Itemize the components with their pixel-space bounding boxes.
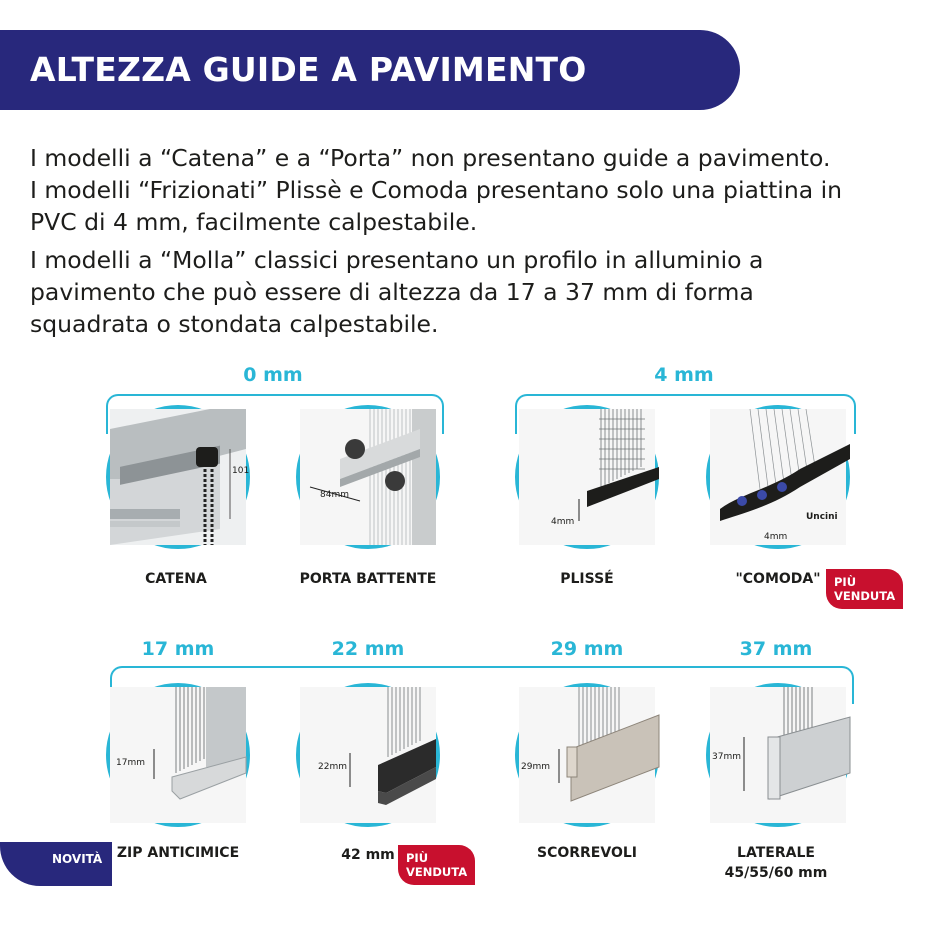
scorrevoli-image <box>515 683 659 827</box>
label-42mm: 42 mm <box>341 847 395 863</box>
new-badge <box>0 842 112 886</box>
profilo-42-annotation: 22mm <box>318 762 347 772</box>
intro-line-4: I modelli a “Molla” classici presentano un profilo in alluminio a <box>30 246 764 274</box>
scorrevoli-annotation: 29mm <box>521 762 550 772</box>
group-label-4mm: 4 mm <box>654 364 714 386</box>
group-label-0mm: 0 mm <box>243 364 303 386</box>
laterale-annotation: 37mm <box>712 752 741 762</box>
profilo-42mm-image <box>296 683 440 827</box>
badge-line-2: VENDUTA <box>406 865 468 879</box>
porta-battente-image <box>296 405 440 549</box>
label-laterale: LATERALE <box>737 845 815 861</box>
badge-line-1: PIÙ <box>834 575 857 589</box>
comoda-image <box>706 405 850 549</box>
comoda-annotation: 4mm <box>764 532 788 542</box>
group-label-22mm: 22 mm <box>331 638 405 660</box>
label-comoda: "COMODA" <box>735 571 821 587</box>
group-label-37mm: 37 mm <box>739 638 813 660</box>
badge-line-1: PIÙ <box>406 851 429 865</box>
zip-annotation: 17mm <box>116 758 145 768</box>
label-catena: CATENA <box>145 571 207 587</box>
best-seller-badge-42mm <box>398 845 475 885</box>
plisse-annotation: 4mm <box>551 517 575 527</box>
best-seller-badge-comoda <box>826 569 903 609</box>
intro-line-3: PVC di 4 mm, facilmente calpestabile. <box>30 208 478 236</box>
page-title: ALTEZZA GUIDE A PAVIMENTO <box>30 50 587 89</box>
plisse-image <box>515 405 659 549</box>
laterale-image <box>706 683 850 827</box>
new-badge-text: NOVITÀ <box>52 852 103 866</box>
comoda-hooks-label: Uncini <box>806 512 838 522</box>
badge-line-2: VENDUTA <box>834 589 896 603</box>
porta-annotation: 84mm <box>320 490 349 500</box>
intro-line-5: pavimento che può essere di altezza da 17 a 37 mm di forma <box>30 278 754 306</box>
label-plisse: PLISSÉ <box>560 571 614 587</box>
intro-line-2: I modelli “Frizionati” Plissè e Comoda presentano solo una piattina in <box>30 176 843 204</box>
intro-line-6: squadrata o stondata calpestabile. <box>30 310 439 338</box>
intro-line-1: I modelli a “Catena” e a “Porta” non presentano guide a pavimento. <box>30 144 831 172</box>
group-label-17mm: 17 mm <box>141 638 215 660</box>
group-label-29mm: 29 mm <box>550 638 624 660</box>
label-porta-battente: PORTA BATTENTE <box>299 571 437 587</box>
label-laterale-sizes: 45/55/60 mm <box>724 865 828 881</box>
catena-annotation: 101 <box>232 466 250 476</box>
catena-image <box>106 405 250 549</box>
label-zip-anticimice: ZIP ANTICIMICE <box>116 845 240 861</box>
label-scorrevoli: SCORREVOLI <box>536 845 638 861</box>
zip-anticimice-image <box>106 683 250 827</box>
